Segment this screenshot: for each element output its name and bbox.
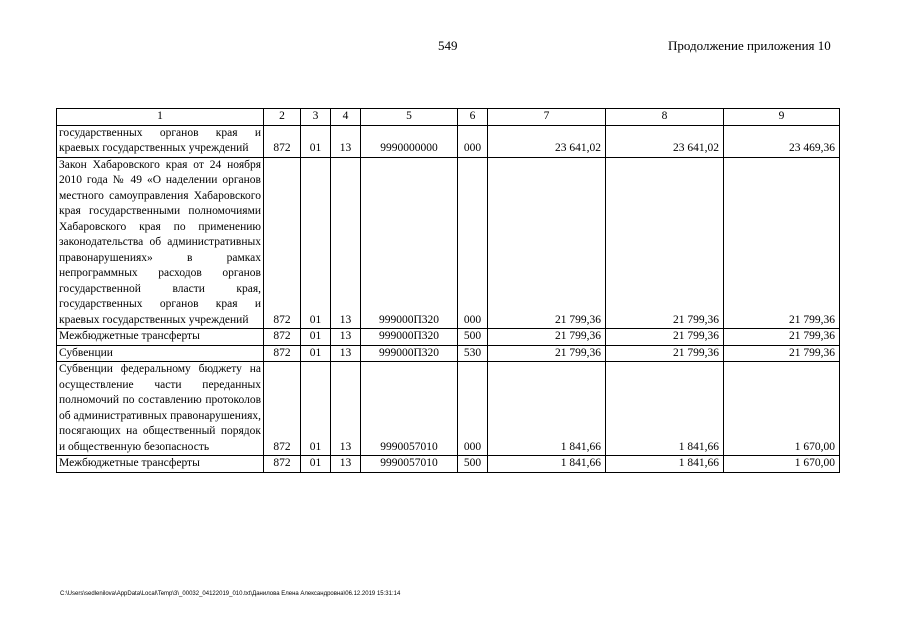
cell-col8: 23 641,02 — [606, 125, 724, 157]
cell-col5: 999000П320 — [361, 157, 458, 329]
cell-col9: 21 799,36 — [724, 157, 840, 329]
cell-col4: 13 — [331, 157, 361, 329]
table-row — [57, 125, 840, 157]
cell-col7: 21 799,36 — [488, 157, 606, 329]
cell-col2: 872 — [264, 329, 301, 346]
cell-col9: 23 469,36 — [724, 125, 840, 157]
cell-col6: 000 — [458, 125, 488, 157]
column-header-5: 5 — [361, 109, 458, 126]
cell-col4: 13 — [331, 329, 361, 346]
cell-col9: 21 799,36 — [724, 329, 840, 346]
cell-col5: 999000П320 — [361, 329, 458, 346]
cell-col7: 21 799,36 — [488, 345, 606, 362]
cell-col3: 01 — [301, 345, 331, 362]
table-row — [57, 362, 840, 456]
cell-col5: 9990000000 — [361, 125, 458, 157]
cell-col7: 1 841,66 — [488, 456, 606, 473]
cell-col3: 01 — [301, 329, 331, 346]
cell-col7: 1 841,66 — [488, 362, 606, 456]
cell-col4: 13 — [331, 345, 361, 362]
row-name: Субвенции — [57, 345, 264, 362]
cell-col6: 530 — [458, 345, 488, 362]
table-row — [57, 345, 840, 362]
column-header-3: 3 — [301, 109, 331, 126]
cell-col6: 500 — [458, 329, 488, 346]
footer-file-path: C:\Users\sedlenilova\AppData\Local\Temp\3\_00032_04122019_010.txt\Данилова Елена Александровна\06.12.2019 15:31:14 — [60, 591, 401, 597]
budget-table — [56, 108, 840, 473]
cell-col9: 21 799,36 — [724, 345, 840, 362]
column-header-7: 7 — [488, 109, 606, 126]
column-header-4: 4 — [331, 109, 361, 126]
cell-col9: 1 670,00 — [724, 362, 840, 456]
row-name: Закон Хабаровского края от 24 ноября 2010 года № 49 «О наделении органов местного самоуправления Хабаровского края государственными полномочиями Хабаровского края по применению законодательства об административных правонарушениях» в рамках непрограммных расходов органов государственной власти края, государственных органов края и краевых государственных учреждений — [57, 157, 264, 329]
continuation-label: Продолжение приложения 10 — [668, 38, 831, 53]
table-header-row — [57, 109, 840, 126]
cell-col4: 13 — [331, 362, 361, 456]
cell-col8: 1 841,66 — [606, 456, 724, 473]
cell-col2: 872 — [264, 345, 301, 362]
page-number: 549 — [438, 38, 458, 53]
cell-col2: 872 — [264, 157, 301, 329]
cell-col2: 872 — [264, 362, 301, 456]
row-name: Межбюджетные трансферты — [57, 456, 264, 473]
cell-col2: 872 — [264, 125, 301, 157]
column-header-6: 6 — [458, 109, 488, 126]
column-header-2: 2 — [264, 109, 301, 126]
cell-col6: 000 — [458, 157, 488, 329]
cell-col7: 21 799,36 — [488, 329, 606, 346]
cell-col7: 23 641,02 — [488, 125, 606, 157]
cell-col3: 01 — [301, 157, 331, 329]
table-row — [57, 456, 840, 473]
cell-col3: 01 — [301, 125, 331, 157]
cell-col8: 1 841,66 — [606, 362, 724, 456]
column-header-8: 8 — [606, 109, 724, 126]
cell-col3: 01 — [301, 456, 331, 473]
table-row — [57, 329, 840, 346]
cell-col4: 13 — [331, 125, 361, 157]
cell-col3: 01 — [301, 362, 331, 456]
cell-col9: 1 670,00 — [724, 456, 840, 473]
row-name: государственных органов края и краевых государственных учреждений — [57, 125, 264, 157]
cell-col5: 9990057010 — [361, 362, 458, 456]
cell-col2: 872 — [264, 456, 301, 473]
row-name: Межбюджетные трансферты — [57, 329, 264, 346]
cell-col6: 500 — [458, 456, 488, 473]
table-row — [57, 157, 840, 329]
column-header-9: 9 — [724, 109, 840, 126]
cell-col4: 13 — [331, 456, 361, 473]
cell-col8: 21 799,36 — [606, 157, 724, 329]
cell-col8: 21 799,36 — [606, 345, 724, 362]
cell-col5: 9990057010 — [361, 456, 458, 473]
cell-col6: 000 — [458, 362, 488, 456]
cell-col5: 999000П320 — [361, 345, 458, 362]
column-header-1: 1 — [57, 109, 264, 126]
cell-col8: 21 799,36 — [606, 329, 724, 346]
row-name: Субвенции федеральному бюджету на осуществление части переданных полномочий по составлению протоколов об административных правонарушениях, посягающих на общественный порядок и общественную безопасность — [57, 362, 264, 456]
